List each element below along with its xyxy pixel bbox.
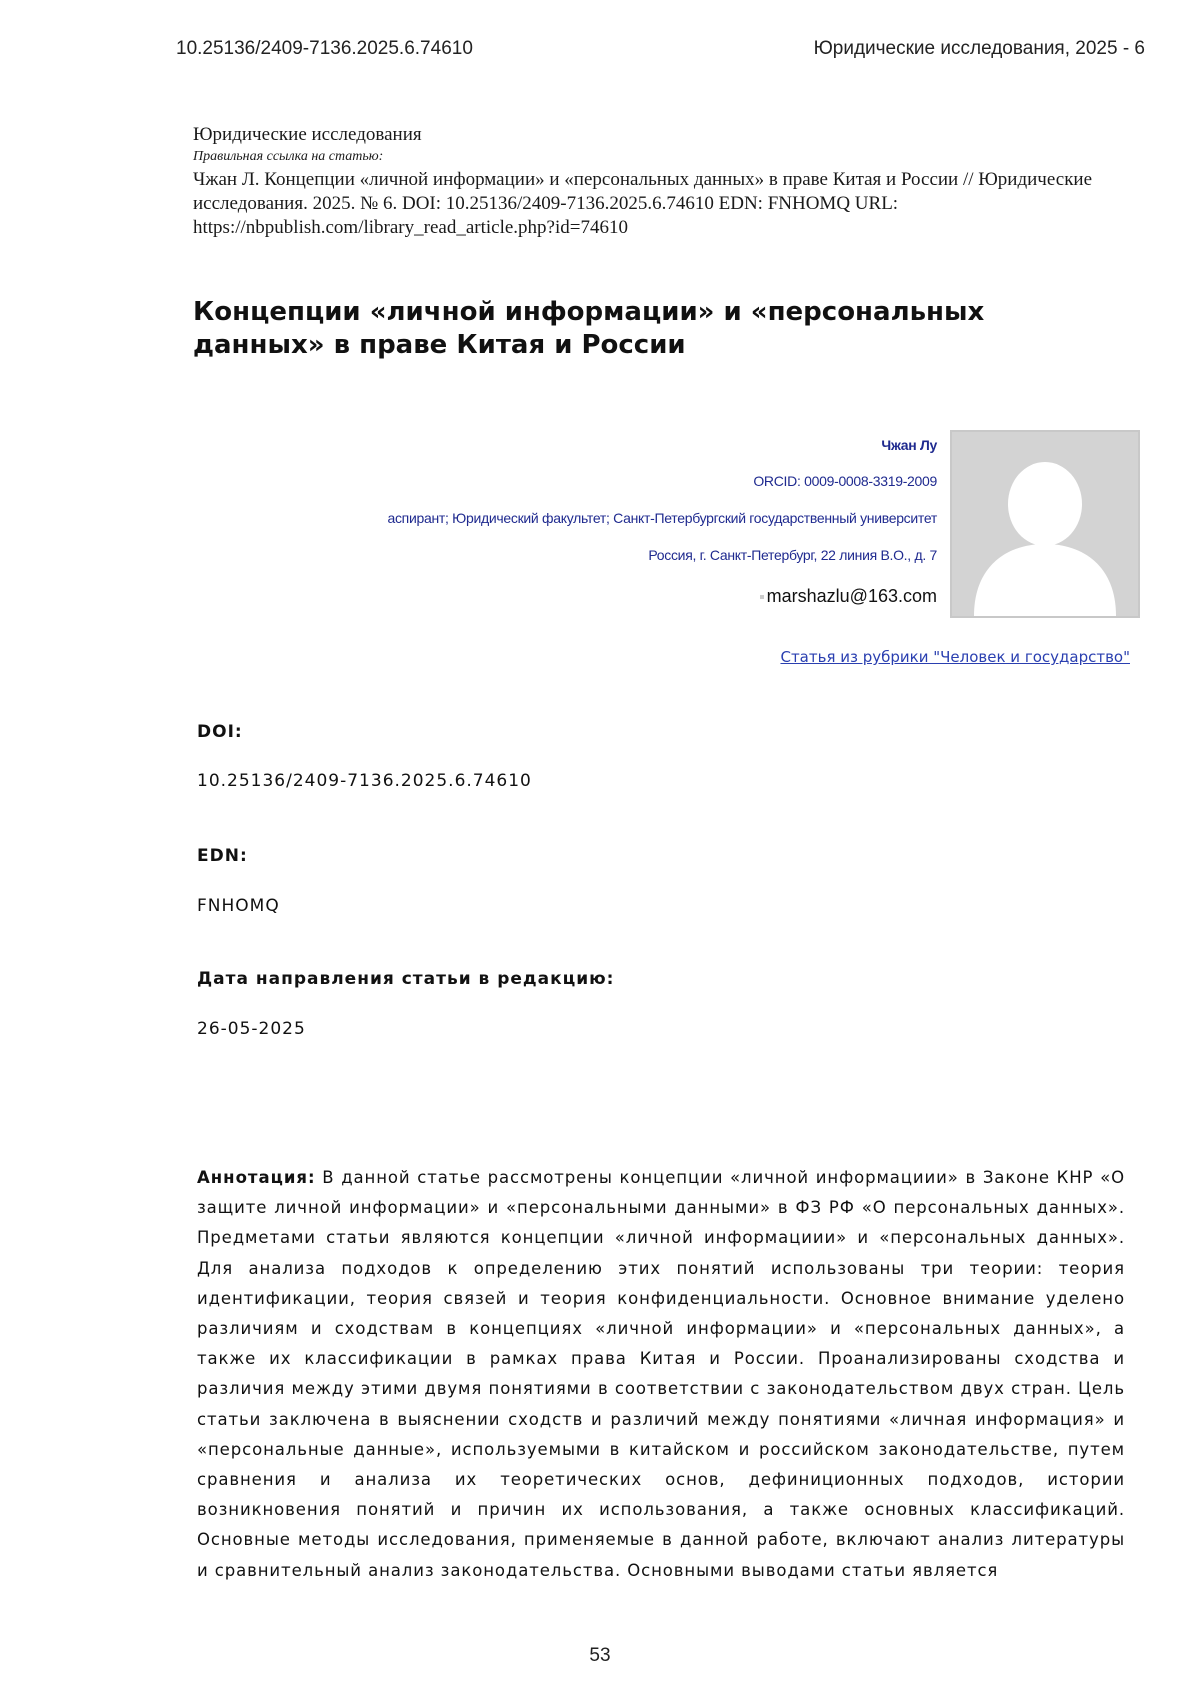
submission-date-label: Дата направления статьи в редакцию: [197, 969, 615, 989]
edn-label: EDN: [197, 846, 248, 866]
email-icon [760, 595, 764, 599]
author-email[interactable]: marshazlu@163.com [766, 586, 937, 606]
author-position: аспирант; Юридический факультет; Санкт-Петербургский государственный университет [387, 510, 937, 526]
abstract-label: Аннотация: [197, 1168, 316, 1187]
author-name[interactable]: Чжан Лу [881, 437, 937, 453]
citation-journal: Юридические исследования [193, 124, 422, 145]
header-journal-issue: Юридические исследования, 2025 - 6 [813, 38, 1145, 59]
submission-date-value: 26-05-2025 [197, 1019, 306, 1039]
edn-value: FNHOMQ [197, 896, 280, 916]
citation-label: Правильная ссылка на статью: [193, 149, 384, 164]
person-placeholder-icon [950, 430, 1140, 618]
article-title: Концепции «личной информации» и «персональных данных» в праве Китая и России [193, 297, 985, 360]
citation-text: Чжан Л. Концепции «личной информации» и «персональных данных» в праве Китая и России // Юридические исследования. 2025. № 6. DOI: 10.25136/2409-7136.2025.6.74610 EDN: FNHOMQ URL: https://nbpublish.com/library_read_article.php?id=74610 [193, 169, 1093, 238]
rubric-link[interactable]: Статья из рубрики "Человек и государство" [780, 648, 1130, 666]
abstract-text: В данной статье рассмотрены концепции «личной информациии» в Законе КНР «О защите личной информации» и «персональными данными» в ФЗ РФ «О персональных данных». Предметами статьи являются концепции «личной информациии» и «персональных данных». Для анализа подходов к определению этих понятий использованы три теории: теория идентификации, теория связей и теория конфиденциальности. Основное внимание уделено различиям и сходствам в концепциях «личной информации» и «персональных данных», а также их классификации в рамках права Китая и России. Проанализированы сходства и различия между этими двумя понятиями в соответствии с законодательством двух стран. Цель статьи заключена в выяснении сходств и различий между понятиями «личная информация» и «персональные данные», используемыми в китайском и российском законодательстве, путем сравнения и анализа их теоретических основ, дефиниционных подходов, истории возникновения понятий и причин их использования, а также основных классификаций. Основные методы исследования, применяемые в данной работе, включают анализ литературы и сравнительный анализ законодательства. Основными выводами статьи является [197, 1168, 1125, 1580]
header-doi: 10.25136/2409-7136.2025.6.74610 [176, 38, 473, 59]
author-email-row[interactable] [760, 586, 937, 607]
doi-value: 10.25136/2409-7136.2025.6.74610 [197, 771, 532, 791]
abstract [197, 1163, 1125, 1586]
author-orcid[interactable]: ORCID: 0009-0008-3319-2009 [753, 473, 937, 489]
author-address: Россия, г. Санкт-Петербург, 22 линия В.О., д. 7 [648, 547, 937, 563]
page-number: 53 [589, 1645, 611, 1666]
doi-label: DOI: [197, 722, 243, 742]
